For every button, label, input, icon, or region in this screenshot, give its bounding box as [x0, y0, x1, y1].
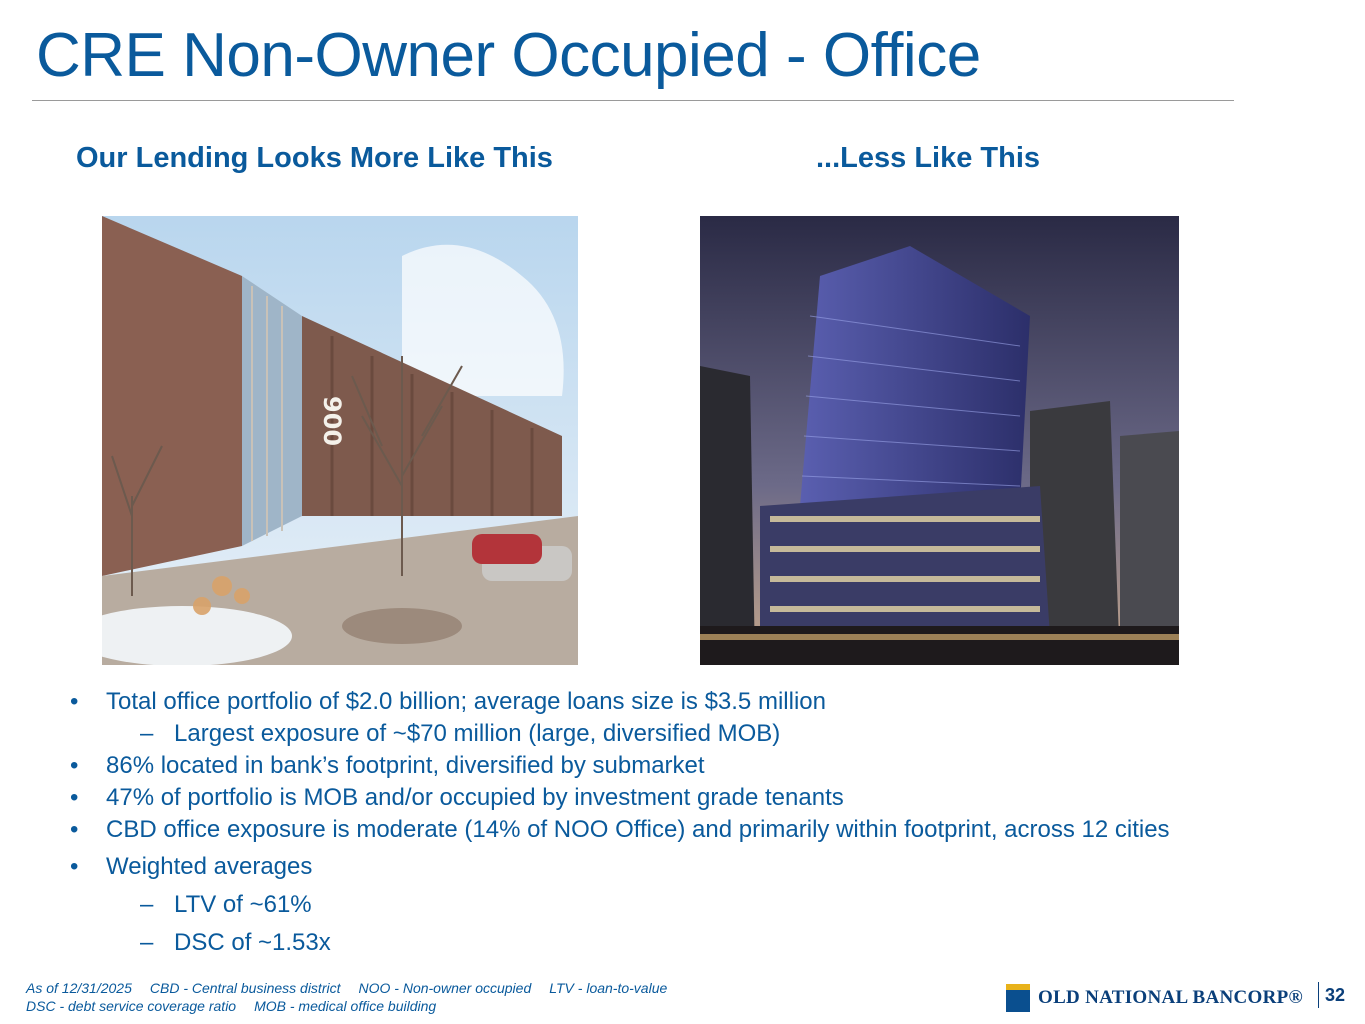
bullet-text: Total office portfolio of $2.0 billion; average loans size is $3.5 million	[106, 688, 826, 715]
bullet-text: Weighted averages	[106, 853, 313, 880]
bullet-weighted-averages	[70, 851, 1340, 883]
suburban-office-photo	[102, 216, 578, 665]
bullet-marker: •	[70, 816, 79, 843]
footnote-ltv: LTV - loan-to-value	[549, 980, 668, 996]
bullet-text: CBD office exposure is moderate (14% of NOO Office) and primarily within footprint, across 12 cities	[106, 816, 1170, 843]
page-number-divider	[1318, 982, 1319, 1008]
bullet-marker: •	[70, 784, 79, 811]
sub-bullet-dsc	[70, 927, 1340, 959]
logo-mark-icon	[1006, 984, 1030, 1012]
sub-bullet-largest-exposure	[70, 718, 1340, 750]
footnote-as-of: As of 12/31/2025	[26, 980, 132, 996]
bullet-marker: •	[70, 853, 79, 880]
footnote-mob: MOB - medical office building	[254, 998, 437, 1014]
bullet-text: Largest exposure of ~$70 million (large, diversified MOB)	[174, 720, 781, 747]
key-points-list	[70, 686, 1340, 959]
title-divider	[32, 100, 1234, 101]
company-logo	[1006, 984, 1303, 1012]
footnote-dsc: DSC - debt service coverage ratio	[26, 998, 237, 1014]
building-number: 900	[318, 396, 346, 447]
footnote-line-2	[26, 997, 685, 1015]
footnote-cbd: CBD - Central business district	[149, 980, 341, 996]
bullet-portfolio-size	[70, 686, 1340, 718]
bullet-cbd-exposure	[70, 814, 1340, 846]
footnote	[26, 979, 685, 1015]
page-number: 32	[1325, 985, 1346, 1005]
bullet-marker: •	[70, 752, 79, 779]
footnote-line-1	[26, 979, 685, 997]
logo-text: OLD NATIONAL BANCORP®	[1038, 987, 1304, 1008]
bullet-text: DSC of ~1.53x	[174, 929, 331, 956]
sub-bullet-ltv	[70, 889, 1340, 921]
slide-title: CRE Non-Owner Occupied - Office	[36, 21, 981, 90]
bullet-footprint	[70, 750, 1340, 782]
bullet-text: LTV of ~61%	[174, 891, 312, 918]
bullet-mob-share	[70, 782, 1340, 814]
left-heading: Our Lending Looks More Like This	[76, 142, 553, 174]
bullet-text: 47% of portfolio is MOB and/or occupied by investment grade tenants	[106, 784, 844, 811]
bullet-marker: •	[70, 688, 79, 715]
bullet-marker: –	[140, 720, 154, 747]
right-heading: ...Less Like This	[816, 142, 1041, 174]
bullet-marker: –	[140, 929, 154, 956]
footnote-noo: NOO - Non-owner occupied	[358, 980, 532, 996]
downtown-tower-photo	[700, 216, 1179, 665]
bullet-text: 86% located in bank’s footprint, diversified by submarket	[106, 752, 705, 779]
bullet-marker: –	[140, 891, 154, 918]
